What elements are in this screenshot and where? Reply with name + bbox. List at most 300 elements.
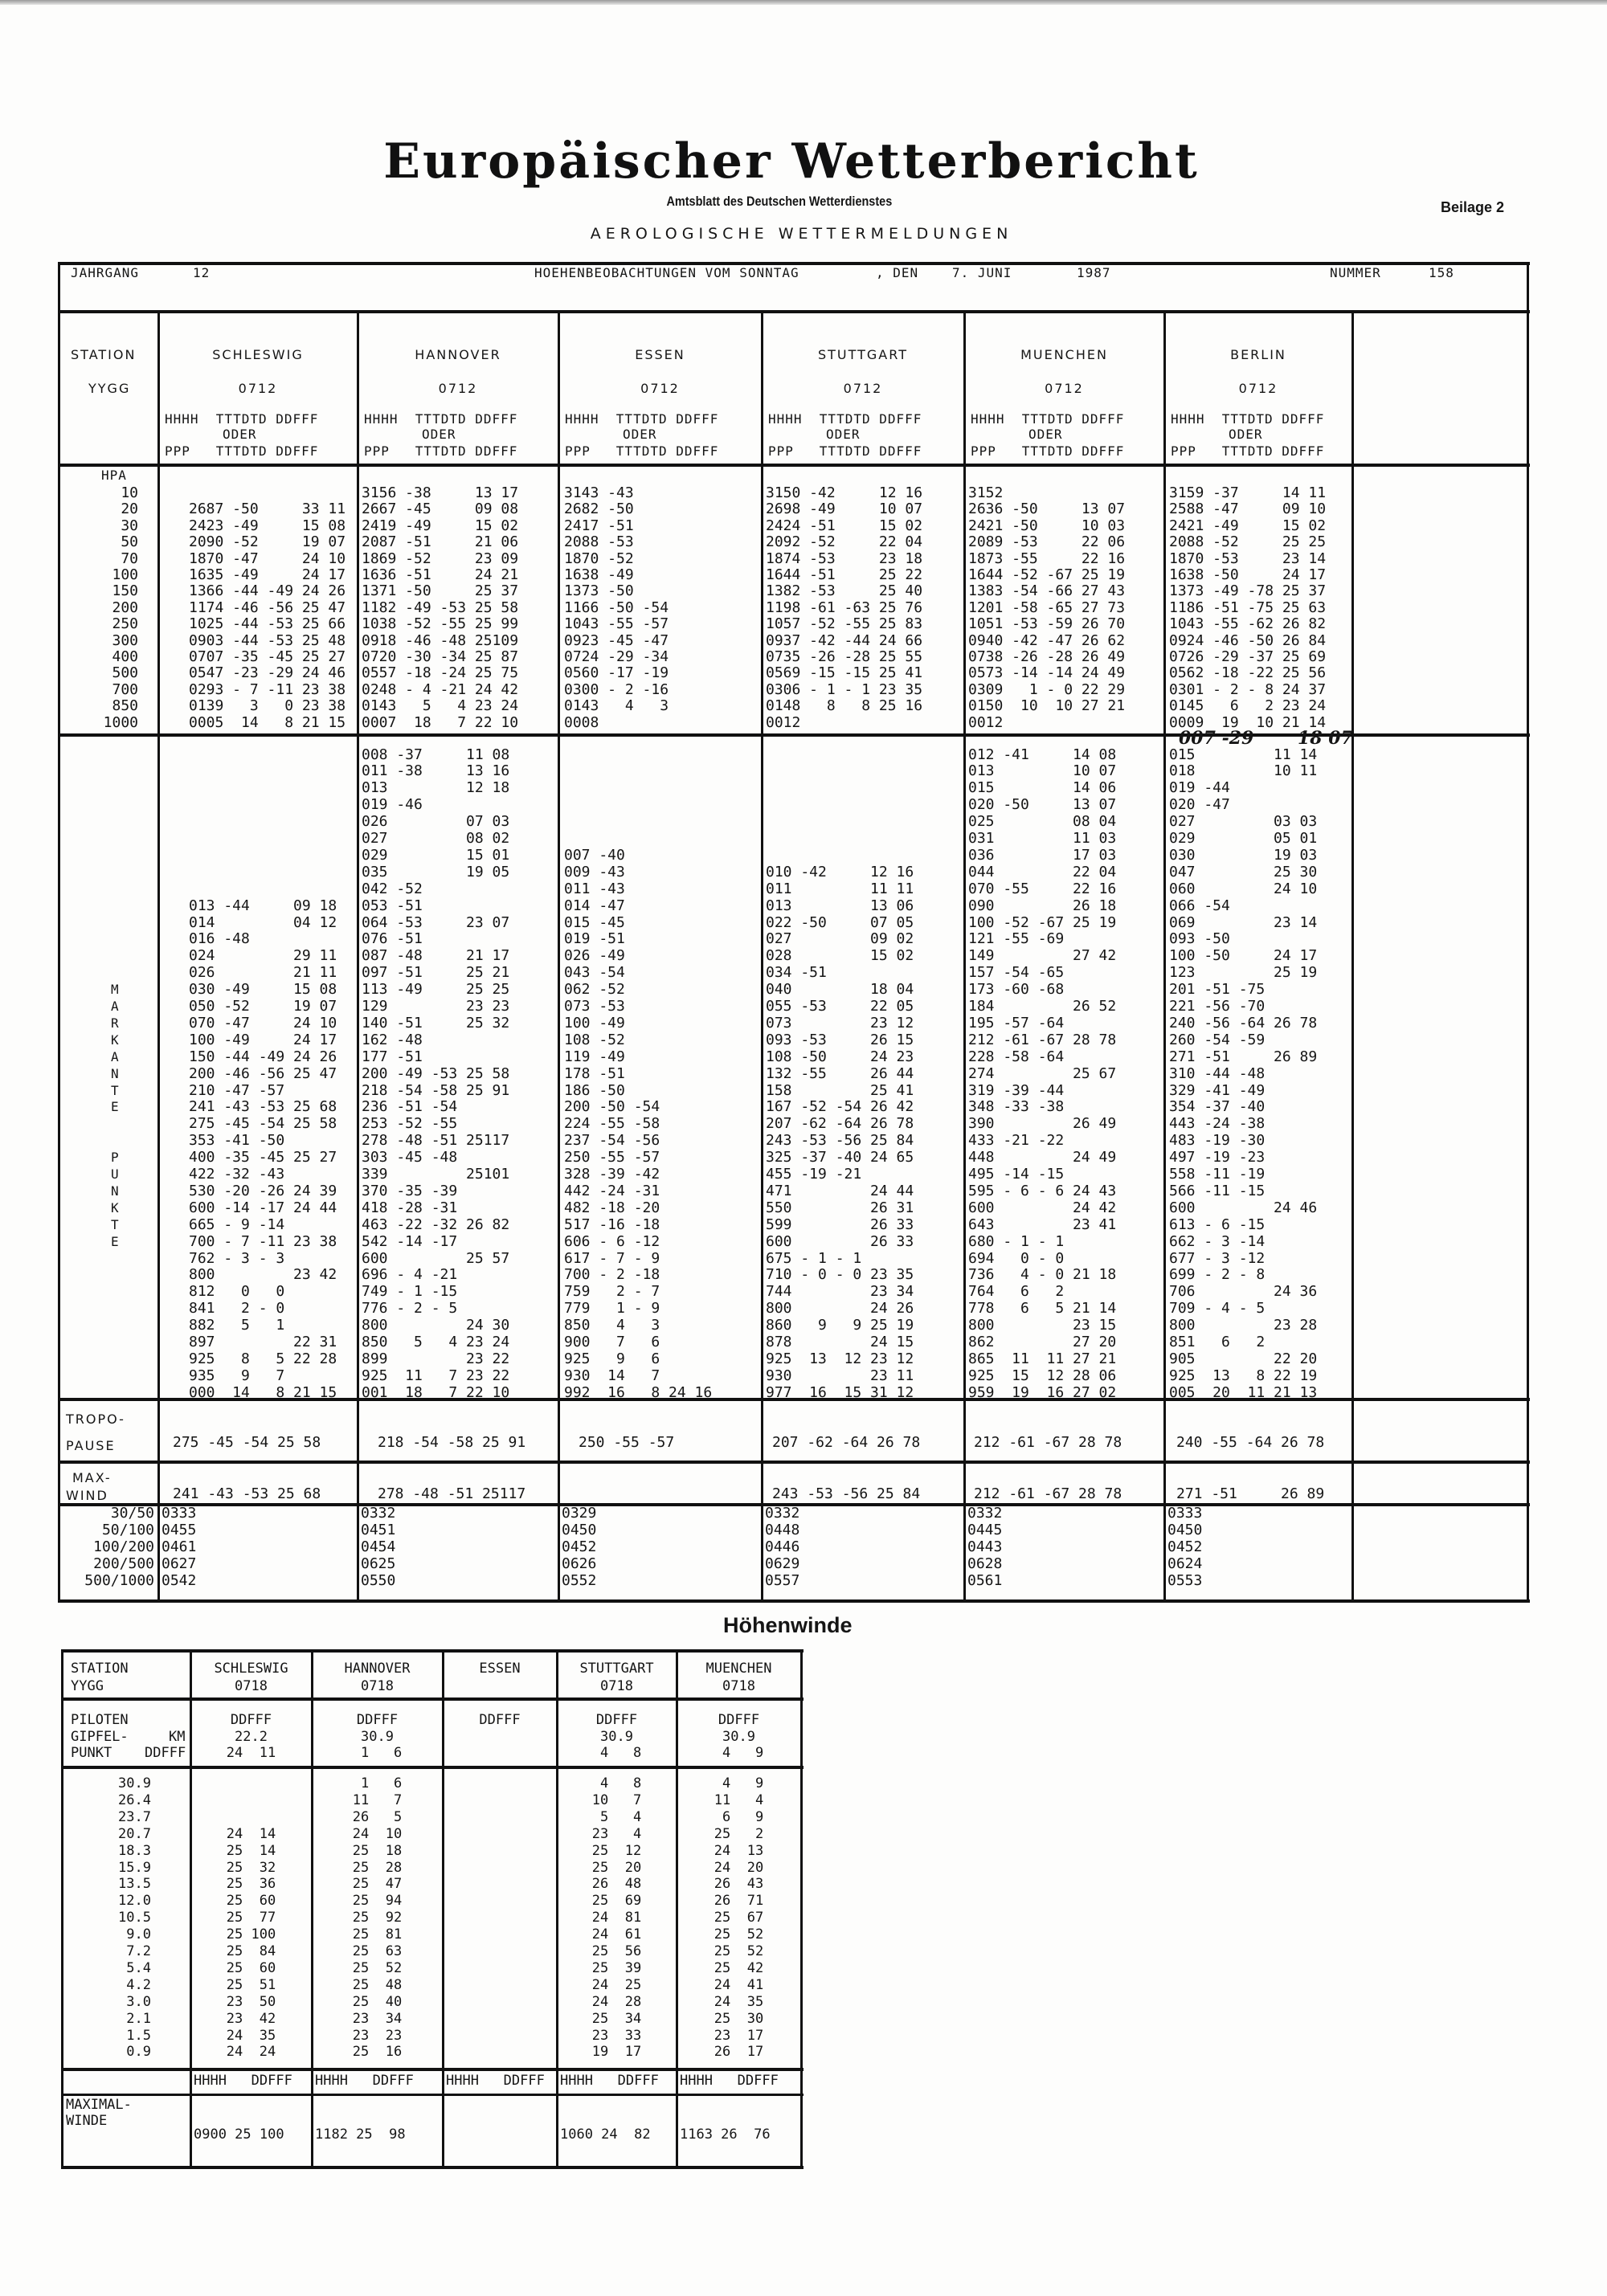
station-name: ESSEN bbox=[635, 347, 685, 362]
wind-value: 25 28 bbox=[352, 1859, 403, 1876]
level-row: 1182 -49 -53 25 58 bbox=[362, 599, 519, 616]
wind-value: 25 100 bbox=[226, 1926, 276, 1943]
significant-point-row: 696 - 4 -21 bbox=[362, 1266, 458, 1284]
maximal-label-1: MAXIMAL- bbox=[66, 2097, 132, 2113]
wind-value: 25 84 bbox=[226, 1943, 276, 1959]
level-row: 1636 -51 24 21 bbox=[362, 566, 519, 583]
wind-value: 24 41 bbox=[714, 1976, 764, 1993]
column-header: ODER bbox=[826, 427, 861, 442]
gipfel-km: 30.9 bbox=[722, 1729, 755, 1745]
pressure-level-label: 70 bbox=[121, 549, 138, 567]
significant-point-row: 093 -50 bbox=[1169, 930, 1230, 948]
hw-station-name: STUTTGART bbox=[579, 1661, 654, 1677]
station-name: STUTTGART bbox=[818, 347, 908, 362]
tropopause-label-1: TROPO- bbox=[66, 1412, 125, 1427]
pressure-level-label: 10 bbox=[121, 484, 138, 501]
markante-letter: T bbox=[111, 1082, 119, 1098]
layer-value: 0628 bbox=[967, 1555, 1003, 1572]
layer-value: 0557 bbox=[765, 1572, 800, 1589]
significant-point-row: 433 -21 -22 bbox=[968, 1132, 1065, 1150]
significant-point-row: 009 -43 bbox=[564, 863, 625, 880]
significant-point-row: 600 24 46 bbox=[1169, 1199, 1318, 1216]
level-row: 2667 -45 09 08 bbox=[362, 500, 519, 518]
wind-value: 26 43 bbox=[714, 1876, 764, 1893]
significant-point-row: 354 -37 -40 bbox=[1169, 1098, 1266, 1116]
level-row: 1870 -47 24 10 bbox=[189, 549, 346, 567]
significant-point-row: 699 - 2 - 8 bbox=[1169, 1266, 1266, 1284]
height-km-label: 13.5 bbox=[118, 1876, 151, 1893]
scan-edge bbox=[0, 0, 1607, 5]
level-row: 1870 -53 23 14 bbox=[1169, 549, 1327, 567]
punkte-letter: K bbox=[111, 1199, 119, 1215]
significant-point-row: 749 - 1 -15 bbox=[362, 1283, 458, 1301]
maxwind-label-1: MAX- bbox=[72, 1470, 112, 1485]
level-row: 0008 bbox=[564, 713, 599, 731]
significant-point-row: 550 26 31 bbox=[766, 1199, 914, 1216]
pressure-level-label: 300 bbox=[112, 631, 138, 649]
significant-point-row: 019 -46 bbox=[362, 796, 423, 814]
column-header: HHHH TTTDTD DDFFF bbox=[768, 411, 922, 427]
wind-value: 23 33 bbox=[591, 2027, 642, 2044]
layer-label: 200/500 bbox=[93, 1555, 154, 1572]
significant-point-row: 100 -49 24 17 bbox=[189, 1031, 337, 1048]
hw-station-yygg: 0718 bbox=[600, 1678, 633, 1694]
significant-point-row: 900 7 6 bbox=[564, 1334, 660, 1350]
wind-value: 25 52 bbox=[714, 1926, 764, 1943]
layer-value: 0461 bbox=[162, 1538, 197, 1555]
significant-point-row: 925 11 7 23 22 bbox=[362, 1367, 510, 1384]
significant-point-row: 073 23 12 bbox=[766, 1014, 914, 1032]
table-border-top bbox=[61, 1649, 804, 1653]
significant-point-row: 036 17 03 bbox=[968, 846, 1117, 864]
significant-point-row: 013 -44 09 18 bbox=[189, 897, 337, 914]
significant-point-row: 260 -54 -59 bbox=[1169, 1031, 1266, 1048]
level-row: 3152 bbox=[968, 484, 1004, 501]
significant-point-row: 013 12 18 bbox=[362, 779, 510, 797]
gipfel-km: 30.9 bbox=[361, 1729, 394, 1745]
hw-yygg-label: YYGG bbox=[71, 1678, 104, 1694]
level-row: 2419 -49 15 02 bbox=[362, 517, 519, 534]
wind-value: 25 14 bbox=[226, 1842, 276, 1859]
pressure-level-label: 500 bbox=[112, 664, 138, 682]
level-row: 2087 -51 21 06 bbox=[362, 533, 519, 551]
significant-point-row: 020 -50 13 07 bbox=[968, 796, 1117, 814]
wind-value: 25 51 bbox=[226, 1976, 276, 1993]
significant-point-row: 132 -55 26 44 bbox=[766, 1064, 914, 1082]
punkte-letter: T bbox=[111, 1216, 119, 1232]
significant-point-row: 600 25 57 bbox=[362, 1249, 510, 1267]
wind-value: 24 35 bbox=[714, 1993, 764, 2010]
significant-point-row: 026 21 11 bbox=[189, 964, 337, 982]
significant-point-row: 390 26 49 bbox=[968, 1115, 1117, 1133]
level-row: 0940 -42 -47 26 62 bbox=[968, 631, 1126, 649]
significant-point-row: 210 -47 -57 bbox=[189, 1081, 285, 1099]
significant-point-row: 195 -57 -64 bbox=[968, 1014, 1065, 1032]
significant-point-row: 013 13 06 bbox=[766, 897, 914, 914]
significant-point-row: 442 -24 -31 bbox=[564, 1182, 660, 1199]
wind-value: 25 56 bbox=[591, 1943, 642, 1959]
handwritten-entry: 007 -29 bbox=[1179, 728, 1254, 749]
significant-point-row: 123 25 19 bbox=[1169, 964, 1318, 982]
significant-point-row: 675 - 1 - 1 bbox=[766, 1249, 862, 1267]
height-km-label: 1.5 bbox=[126, 2027, 151, 2044]
wind-value: 24 81 bbox=[591, 1910, 642, 1926]
layer-value: 0452 bbox=[1167, 1538, 1203, 1555]
pressure-level-label: 850 bbox=[112, 697, 138, 715]
hhhh-ddfff-header: HHHH DDFFF bbox=[680, 2073, 779, 2089]
wind-value: 23 23 bbox=[352, 2027, 403, 2044]
significant-point-row: 010 -42 12 16 bbox=[766, 863, 914, 880]
layer-value: 0455 bbox=[162, 1522, 197, 1538]
significant-point-row: 178 -51 bbox=[564, 1064, 625, 1082]
significant-point-row: 069 23 14 bbox=[1169, 913, 1318, 931]
wind-value: 25 40 bbox=[352, 1993, 403, 2010]
punkt-ddfff-label: DDFFF bbox=[145, 1745, 186, 1761]
hhhh-ddfff-header: HHHH DDFFF bbox=[315, 2073, 414, 2089]
level-row: 0309 1 - 0 22 29 bbox=[968, 680, 1126, 698]
significant-point-row: 595 - 6 - 6 24 43 bbox=[968, 1182, 1117, 1199]
markante-letter: A bbox=[111, 999, 119, 1014]
level-row: 0918 -46 -48 25109 bbox=[362, 631, 519, 649]
significant-point-row: 025 08 04 bbox=[968, 813, 1117, 831]
significant-point-row: 108 -52 bbox=[564, 1031, 625, 1048]
level-row: 2088 -53 bbox=[564, 533, 634, 551]
significant-point-row: 027 08 02 bbox=[362, 830, 510, 847]
level-row: 0012 bbox=[968, 713, 1004, 731]
significant-point-row: 851 6 2 bbox=[1169, 1334, 1266, 1350]
significant-point-row: 201 -51 -75 bbox=[1169, 981, 1266, 999]
significant-point-row: 040 18 04 bbox=[766, 981, 914, 999]
divider bbox=[61, 1766, 804, 1769]
significant-point-row: 087 -48 21 17 bbox=[362, 947, 510, 965]
divider bbox=[58, 464, 1530, 467]
wind-value: 23 17 bbox=[714, 2027, 764, 2044]
layer-value: 0450 bbox=[562, 1522, 597, 1538]
significant-point-row: 019 -44 bbox=[1169, 779, 1230, 797]
significant-point-row: 422 -32 -43 bbox=[189, 1166, 285, 1183]
significant-point-row: 167 -52 -54 26 42 bbox=[766, 1098, 914, 1116]
significant-point-row: 030 -49 15 08 bbox=[189, 981, 337, 999]
yygg-label: YYGG bbox=[88, 381, 131, 396]
layer-value: 0329 bbox=[562, 1505, 597, 1522]
significant-point-row: 066 -54 bbox=[1169, 897, 1230, 914]
wind-value: 25 36 bbox=[226, 1876, 276, 1893]
column-header: PPP TTTDTD DDFFF bbox=[565, 443, 719, 459]
significant-point-row: 925 9 6 bbox=[564, 1350, 660, 1367]
divider bbox=[58, 1461, 1530, 1464]
significant-point-row: 483 -19 -30 bbox=[1169, 1132, 1266, 1150]
level-row: 0143 4 3 bbox=[564, 697, 669, 715]
piloten-ddfff: DDFFF bbox=[230, 1712, 272, 1728]
level-row: 0143 5 4 23 24 bbox=[362, 697, 519, 715]
level-row: 0735 -26 -28 25 55 bbox=[766, 648, 923, 665]
significant-point-row: 339 25101 bbox=[362, 1166, 510, 1183]
table-border-left bbox=[58, 262, 60, 1603]
level-row: 0724 -29 -34 bbox=[564, 648, 669, 665]
significant-point-row: 218 -54 -58 25 91 bbox=[362, 1081, 510, 1099]
handwritten-entry: 18 07 bbox=[1298, 728, 1353, 749]
wind-value: 11 7 bbox=[352, 1791, 403, 1808]
markante-letter: A bbox=[111, 1048, 119, 1064]
significant-point-row: 073 -53 bbox=[564, 998, 625, 1015]
significant-point-row: 015 14 06 bbox=[968, 779, 1117, 797]
significant-point-row: 158 25 41 bbox=[766, 1081, 914, 1099]
layer-value: 0625 bbox=[361, 1555, 396, 1572]
significant-point-row: 800 23 28 bbox=[1169, 1317, 1318, 1334]
significant-point-row: 680 - 1 - 1 bbox=[968, 1232, 1065, 1250]
max-wind-value: 1060 24 82 bbox=[560, 2126, 651, 2143]
height-km-label: 20.7 bbox=[118, 1825, 151, 1842]
significant-point-row: 599 26 33 bbox=[766, 1215, 914, 1233]
significant-point-row: 100 -49 bbox=[564, 1014, 625, 1032]
level-row: 0726 -29 -37 25 69 bbox=[1169, 648, 1327, 665]
hw-station-name: MUENCHEN bbox=[705, 1661, 772, 1677]
pressure-level-label: 700 bbox=[112, 680, 138, 698]
significant-point-row: 207 -62 -64 26 78 bbox=[766, 1115, 914, 1133]
significant-point-row: 925 15 12 28 06 bbox=[968, 1367, 1117, 1384]
level-row: 1038 -52 -55 25 99 bbox=[362, 615, 519, 633]
significant-point-row: 044 22 04 bbox=[968, 863, 1117, 880]
significant-point-row: 482 -18 -20 bbox=[564, 1199, 660, 1216]
significant-point-row: 497 -19 -23 bbox=[1169, 1149, 1266, 1166]
significant-point-row: 710 - 0 - 0 23 35 bbox=[766, 1266, 914, 1284]
hw-station-name: ESSEN bbox=[479, 1661, 521, 1677]
significant-point-row: 224 -55 -58 bbox=[564, 1115, 660, 1133]
significant-point-row: 530 -20 -26 24 39 bbox=[189, 1182, 337, 1199]
significant-point-row: 121 -55 -69 bbox=[968, 930, 1065, 948]
height-km-label: 10.5 bbox=[118, 1910, 151, 1926]
significant-point-row: 024 29 11 bbox=[189, 947, 337, 965]
significant-point-row: 062 -52 bbox=[564, 981, 625, 999]
significant-point-row: 241 -43 -53 25 68 bbox=[189, 1098, 337, 1116]
layer-label: 30/50 bbox=[110, 1505, 154, 1522]
station-yygg: 0712 bbox=[843, 381, 883, 396]
layer-value: 0332 bbox=[361, 1505, 396, 1522]
significant-point-row: 253 -52 -55 bbox=[362, 1115, 458, 1133]
significant-point-row: 709 - 4 - 5 bbox=[1169, 1300, 1266, 1318]
column-divider bbox=[558, 312, 560, 1601]
wind-value: 10 7 bbox=[591, 1791, 642, 1808]
station-yygg: 0712 bbox=[238, 381, 278, 396]
significant-point-row: 897 22 31 bbox=[189, 1334, 337, 1350]
significant-point-row: 028 15 02 bbox=[766, 947, 914, 965]
significant-point-row: 030 19 03 bbox=[1169, 846, 1318, 864]
layer-value: 0454 bbox=[361, 1538, 396, 1555]
significant-point-row: 013 10 07 bbox=[968, 762, 1117, 780]
significant-point-row: 271 -51 26 89 bbox=[1169, 1048, 1318, 1065]
level-row: 0301 - 2 - 8 24 37 bbox=[1169, 680, 1327, 698]
column-header: HHHH TTTDTD DDFFF bbox=[565, 411, 719, 427]
pressure-level-label: 200 bbox=[112, 599, 138, 616]
significant-point-row: 329 -41 -49 bbox=[1169, 1081, 1266, 1099]
nummer-value: 158 bbox=[1429, 265, 1454, 280]
level-row: 1201 -58 -65 27 73 bbox=[968, 599, 1126, 616]
punkte-letter: N bbox=[111, 1183, 119, 1199]
height-km-label: 4.2 bbox=[126, 1976, 151, 1993]
wind-value: 23 34 bbox=[352, 2010, 403, 2027]
tropopause-value: 212 -61 -67 28 78 bbox=[974, 1434, 1122, 1451]
table-border-bottom bbox=[58, 1599, 1530, 1603]
wind-value: 25 69 bbox=[591, 1893, 642, 1910]
significant-point-row: 228 -58 -64 bbox=[968, 1048, 1065, 1065]
column-header: PPP TTTDTD DDFFF bbox=[768, 443, 922, 459]
significant-point-row: 677 - 3 -12 bbox=[1169, 1249, 1266, 1267]
significant-point-row: 662 - 3 -14 bbox=[1169, 1232, 1266, 1250]
wind-value: 26 48 bbox=[591, 1876, 642, 1893]
level-row: 0248 - 4 -21 24 42 bbox=[362, 680, 519, 698]
pressure-level-label: 30 bbox=[121, 517, 138, 534]
significant-point-row: 700 - 7 -11 23 38 bbox=[189, 1232, 337, 1250]
wind-value: 25 92 bbox=[352, 1910, 403, 1926]
significant-point-row: 113 -49 25 25 bbox=[362, 981, 510, 999]
max-wind-value: 0900 25 100 bbox=[194, 2126, 284, 2143]
significant-point-row: 348 -33 -38 bbox=[968, 1098, 1065, 1116]
significant-point-row: 011 11 11 bbox=[766, 880, 914, 897]
significant-point-row: 029 15 01 bbox=[362, 846, 510, 864]
gipfel-wind: 24 11 bbox=[226, 1745, 276, 1761]
level-row: 0012 bbox=[766, 713, 801, 731]
column-header: HHHH TTTDTD DDFFF bbox=[165, 411, 319, 427]
level-row: 2698 -49 10 07 bbox=[766, 500, 923, 518]
significant-point-row: 882 5 1 bbox=[189, 1317, 285, 1334]
significant-point-row: 278 -48 -51 25117 bbox=[362, 1132, 510, 1150]
significant-point-row: 706 24 36 bbox=[1169, 1283, 1318, 1301]
significant-point-row: 015 11 14 bbox=[1169, 746, 1318, 763]
layer-value: 0452 bbox=[562, 1538, 597, 1555]
hoehenwinde-title: Höhenwinde bbox=[723, 1613, 853, 1637]
significant-point-row: 019 -51 bbox=[564, 930, 625, 948]
tropopause-label-2: PAUSE bbox=[66, 1438, 116, 1453]
level-row: 0547 -23 -29 24 46 bbox=[189, 664, 346, 682]
level-row: 0300 - 2 -16 bbox=[564, 680, 669, 698]
wind-value: 24 14 bbox=[226, 1825, 276, 1842]
level-row: 0923 -45 -47 bbox=[564, 631, 669, 649]
significant-point-row: 762 - 3 - 3 bbox=[189, 1249, 285, 1267]
column-header: ODER bbox=[223, 427, 257, 442]
level-row: 0306 - 1 - 1 23 35 bbox=[766, 680, 923, 698]
layer-value: 0542 bbox=[162, 1572, 197, 1589]
wind-value: 25 47 bbox=[352, 1876, 403, 1893]
significant-point-row: 070 -55 22 16 bbox=[968, 880, 1117, 897]
level-row: 0738 -26 -28 26 49 bbox=[968, 648, 1126, 665]
column-header: ODER bbox=[623, 427, 657, 442]
significant-point-row: 643 23 41 bbox=[968, 1215, 1117, 1233]
significant-point-row: 200 -49 -53 25 58 bbox=[362, 1064, 510, 1082]
significant-point-row: 014 -47 bbox=[564, 897, 625, 914]
level-row: 1371 -50 25 37 bbox=[362, 582, 519, 600]
significant-point-row: 018 10 11 bbox=[1169, 762, 1318, 780]
hw-station-yygg: 0718 bbox=[235, 1678, 268, 1694]
significant-point-row: 850 5 4 23 24 bbox=[362, 1334, 510, 1350]
significant-point-row: 319 -39 -44 bbox=[968, 1081, 1065, 1099]
significant-point-row: 275 -45 -54 25 58 bbox=[189, 1115, 337, 1133]
level-row: 1043 -55 -57 bbox=[564, 615, 669, 633]
height-km-label: 0.9 bbox=[126, 2044, 151, 2061]
significant-point-row: 600 26 33 bbox=[766, 1232, 914, 1250]
station-yygg: 0712 bbox=[1238, 381, 1278, 396]
column-divider bbox=[157, 312, 160, 1601]
significant-point-row: 566 -11 -15 bbox=[1169, 1182, 1266, 1199]
supplement-label: Beilage 2 bbox=[1441, 199, 1505, 215]
significant-point-row: 471 24 44 bbox=[766, 1182, 914, 1199]
wind-value: 25 42 bbox=[714, 1959, 764, 1976]
significant-point-row: 200 -50 -54 bbox=[564, 1098, 660, 1116]
hw-station-label: STATION bbox=[71, 1661, 129, 1677]
significant-point-row: 800 23 42 bbox=[189, 1266, 337, 1284]
level-row: 0924 -46 -50 26 84 bbox=[1169, 631, 1327, 649]
station-name: HANNOVER bbox=[415, 347, 501, 362]
level-row: 1051 -53 -59 26 70 bbox=[968, 615, 1126, 633]
height-km-label: 23.7 bbox=[118, 1808, 151, 1825]
hhhh-ddfff-header: HHHH DDFFF bbox=[446, 2073, 545, 2089]
layer-label: 100/200 bbox=[93, 1538, 154, 1555]
height-km-label: 15.9 bbox=[118, 1859, 151, 1876]
significant-point-row: 776 - 2 - 5 bbox=[362, 1300, 458, 1318]
gipfel-wind: 4 8 bbox=[591, 1745, 642, 1761]
level-row: 2424 -51 15 02 bbox=[766, 517, 923, 534]
gipfel-km: 22.2 bbox=[235, 1729, 268, 1745]
significant-point-row: 034 -51 bbox=[766, 964, 827, 982]
wind-value: 25 39 bbox=[591, 1959, 642, 1976]
max-wind-value: 1163 26 76 bbox=[680, 2126, 771, 2143]
maxwind-label-2: WIND bbox=[66, 1488, 108, 1503]
layer-value: 0550 bbox=[361, 1572, 396, 1589]
station-name: MUENCHEN bbox=[1020, 347, 1108, 362]
significant-point-row: 029 05 01 bbox=[1169, 830, 1318, 847]
level-row: 1383 -54 -66 27 43 bbox=[968, 582, 1126, 600]
markante-letter: M bbox=[111, 982, 119, 998]
significant-point-row: 925 13 12 23 12 bbox=[766, 1350, 914, 1367]
tropopause-value: 207 -62 -64 26 78 bbox=[772, 1434, 921, 1451]
significant-point-row: 370 -35 -39 bbox=[362, 1182, 458, 1199]
level-row: 1186 -51 -75 25 63 bbox=[1169, 599, 1327, 616]
significant-point-row: 328 -39 -42 bbox=[564, 1166, 660, 1183]
significant-point-row: 443 -24 -38 bbox=[1169, 1115, 1266, 1133]
pressure-level-label: 50 bbox=[121, 533, 138, 551]
level-row: 1043 -55 -62 26 82 bbox=[1169, 615, 1327, 633]
column-divider bbox=[357, 312, 359, 1601]
pressure-level-label: 150 bbox=[112, 582, 138, 600]
significant-point-row: 237 -54 -56 bbox=[564, 1132, 660, 1150]
level-row: 2682 -50 bbox=[564, 500, 634, 518]
date-label: , DEN bbox=[876, 265, 919, 280]
layer-value: 0333 bbox=[1167, 1505, 1203, 1522]
height-km-label: 7.2 bbox=[126, 1943, 151, 1959]
hw-station-yygg: 0718 bbox=[722, 1678, 755, 1694]
wind-value: 26 17 bbox=[714, 2044, 764, 2061]
wind-value: 25 20 bbox=[591, 1859, 642, 1876]
column-header: HHHH TTTDTD DDFFF bbox=[1171, 411, 1325, 427]
significant-point-row: 600 -14 -17 24 44 bbox=[189, 1199, 337, 1216]
significant-point-row: 800 24 30 bbox=[362, 1317, 510, 1334]
significant-point-row: 310 -44 -48 bbox=[1169, 1064, 1266, 1082]
wind-value: 24 20 bbox=[714, 1859, 764, 1876]
significant-point-row: 865 11 11 27 21 bbox=[968, 1350, 1117, 1367]
piloten-label: PILOTEN bbox=[71, 1712, 129, 1728]
station-yygg: 0712 bbox=[438, 381, 478, 396]
level-row: 2421 -50 10 03 bbox=[968, 517, 1126, 534]
hw-station-name: HANNOVER bbox=[344, 1661, 411, 1677]
hw-station-name: SCHLESWIG bbox=[214, 1661, 288, 1677]
wind-value: 25 30 bbox=[714, 2010, 764, 2027]
significant-point-row: 613 - 6 -15 bbox=[1169, 1215, 1266, 1233]
significant-point-row: 090 26 18 bbox=[968, 897, 1117, 914]
significant-point-row: 899 23 22 bbox=[362, 1350, 510, 1367]
column-header: PPP TTTDTD DDFFF bbox=[364, 443, 518, 459]
significant-point-row: 007 -40 bbox=[564, 846, 625, 864]
wind-value: 25 48 bbox=[352, 1976, 403, 1993]
wind-value: 25 52 bbox=[714, 1943, 764, 1959]
